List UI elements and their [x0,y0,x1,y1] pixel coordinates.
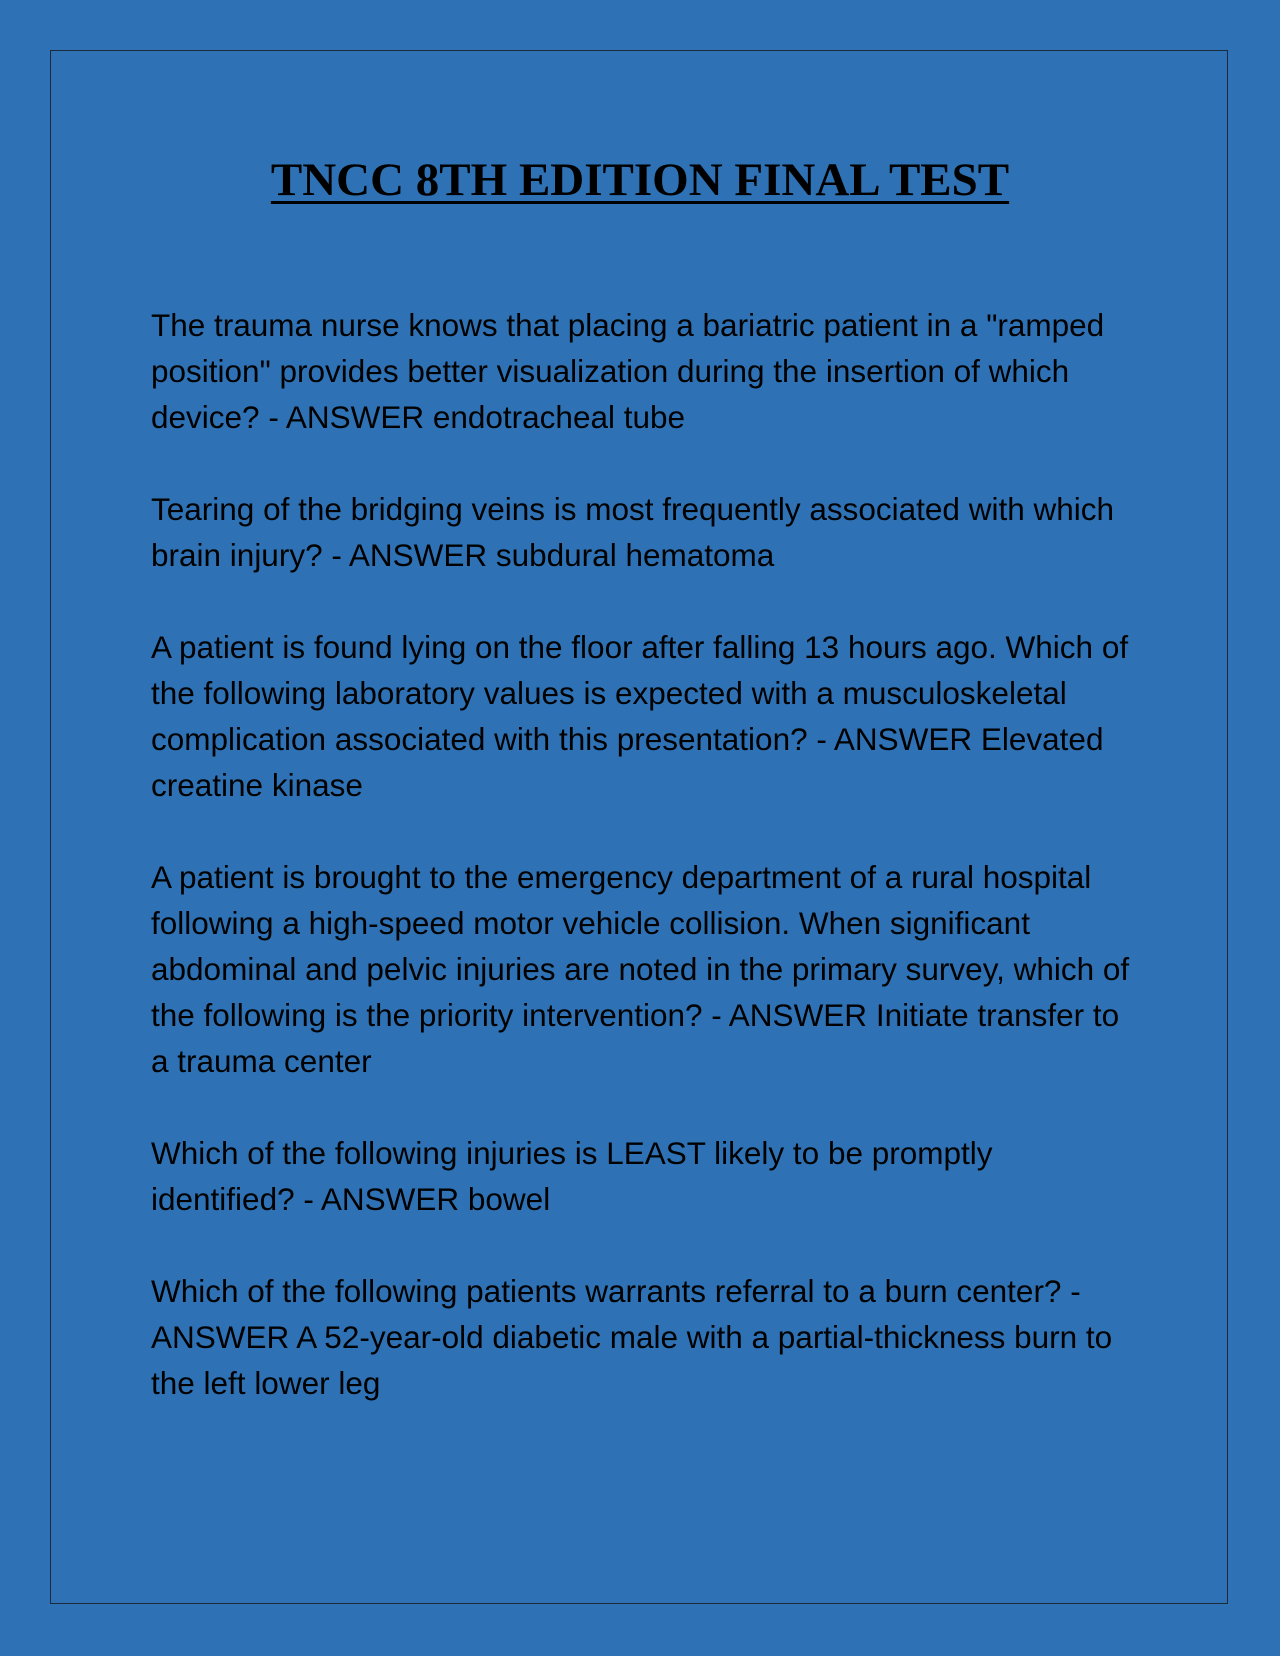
qa-list [151,302,1131,1452]
question-text: Tearing of the bridging veins is most frequently associated with which brain injury? [151,491,1114,573]
answer-separator: - ANSWER [151,1273,1081,1355]
question-text: The trauma nurse knows that placing a bariatric patient in a "ramped position" provides better visualization during the insertion of which device? [151,307,1105,435]
question-text: Which of the following injuries is LEAST likely to be promptly identified? [151,1135,993,1217]
question-text: Which of the following patients warrants referral to a burn center? [151,1273,1062,1309]
answer-text: subdural hematoma [495,537,775,573]
qa-item [151,1268,1131,1406]
answer-separator: - ANSWER [259,399,433,435]
qa-item [151,624,1131,808]
qa-item [151,302,1131,440]
answer-text: A 52-year-old diabetic male with a partial-thickness burn to the left lower leg [151,1319,1113,1401]
document-title [0,150,1280,210]
answer-text: Initiate transfer to a trauma center [151,997,1120,1079]
qa-item [151,1130,1131,1222]
answer-text: Elevated creatine kinase [151,721,1104,803]
document-title-text: TNCC 8TH EDITION FINAL TEST [270,154,1010,206]
qa-item [151,486,1131,578]
question-text: A patient is brought to the emergency department of a rural hospital following a high-speed motor vehicle collision. When significant abdominal and pelvic injuries are noted in the primary survey, which of the following is the priority intervention? [151,859,1130,1033]
answer-text: endotracheal tube [432,399,686,435]
answer-text: bowel [467,1181,551,1217]
answer-separator: - ANSWER [702,997,876,1033]
answer-separator: - ANSWER [807,721,981,757]
answer-separator: - ANSWER [322,537,496,573]
answer-separator: - ANSWER [294,1181,468,1217]
question-text: A patient is found lying on the floor after falling 13 hours ago. Which of the following laboratory values is expected with a musculoskeletal complication associated with this presentation? [151,629,1129,757]
qa-item [151,854,1131,1084]
